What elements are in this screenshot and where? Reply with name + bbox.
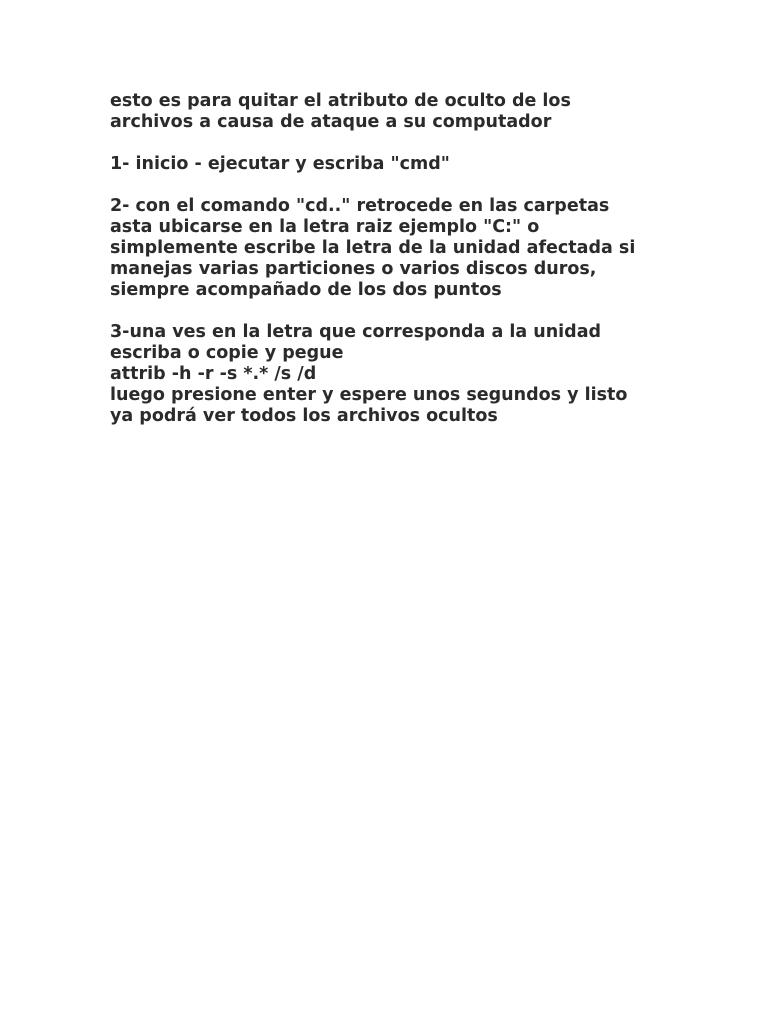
text-line: siempre acompañado de los dos puntos <box>110 280 502 300</box>
text-line: 2- con el comando "cd.." retrocede en las carpetas <box>110 196 610 216</box>
step-2-paragraph <box>110 196 710 301</box>
command-line: attrib -h -r -s *.* /s /d <box>110 364 317 384</box>
text-line: ya podrá ver todos los archivos ocultos <box>110 406 498 426</box>
text-line: asta ubicarse en la letra raiz ejemplo "C:" o <box>110 217 540 237</box>
document-page <box>110 91 710 448</box>
text-line: manejas varias particiones o varios discos duros, <box>110 259 597 279</box>
step-1-paragraph <box>110 154 710 175</box>
step-3-paragraph <box>110 322 710 427</box>
text-line: luego presione enter y espere unos segundos y listo <box>110 385 628 405</box>
text-line: esto es para quitar el atributo de oculto de los <box>110 91 571 111</box>
intro-paragraph <box>110 91 710 133</box>
text-line: archivos a causa de ataque a su computador <box>110 112 552 132</box>
text-line: 1- inicio - ejecutar y escriba "cmd" <box>110 154 450 174</box>
text-line: escriba o copie y pegue <box>110 343 344 363</box>
text-line: simplemente escribe la letra de la unidad afectada si <box>110 238 636 258</box>
text-line: 3-una ves en la letra que corresponda a la unidad <box>110 322 602 342</box>
